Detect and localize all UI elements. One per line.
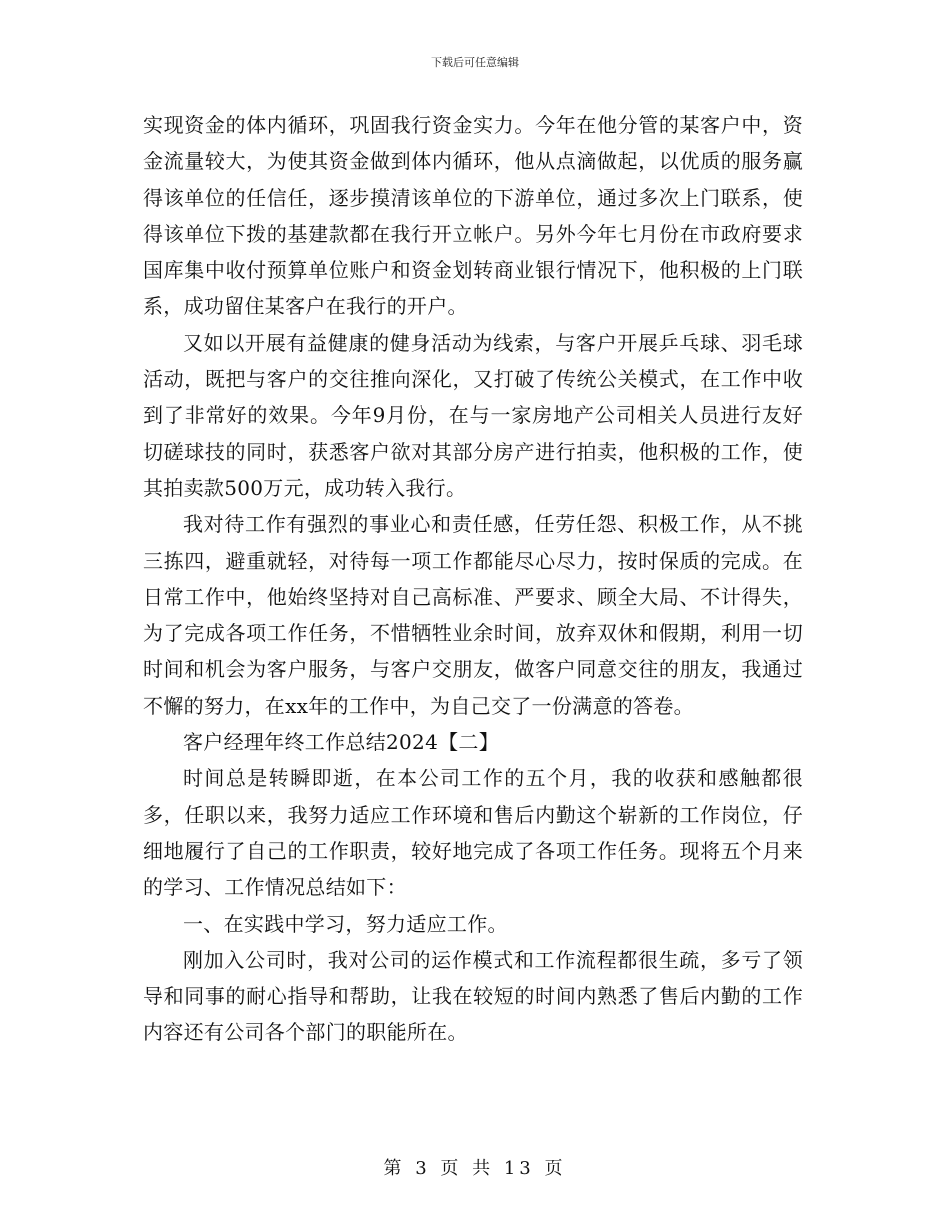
page-number: 第 3 页 共 13 页	[383, 1158, 567, 1179]
subsection-heading: 一、在实践中学习，努力适应工作。	[183, 911, 508, 936]
body-paragraph: 实现资金的体内循环，巩固我行资金实力。今年在他分管的某客户中，资金流量较大，为使其资金做到体内循环，他从点滴做起，以优质的服务赢得该单位的任信任，逐步摸清该单位的下游单位，通过多次上门联系，使得该单位下拨的基建款都在我行开立帐户。另外今年七月份在市政府要求国库集中收付预算单位账户和资金划转商业银行情况下，他积极的上门联系，成功留住某客户在我行的开户。	[143, 113, 803, 319]
body-paragraph: 又如以开展有益健康的健身活动为线索，与客户开展乒乓球、羽毛球活动，既把与客户的交往推向深化，又打破了传统公关模式，在工作中收到了非常好的效果。今年9月份，在与一家房地产公司相关人员进行友好切磋球技的同时，获悉客户欲对其部分房产进行拍卖，他积极的工作，使其拍卖款500万元，成功转入我行。	[143, 330, 803, 500]
section-heading: 客户经理年终工作总结2024【二】	[183, 730, 499, 755]
body-paragraph: 刚加入公司时，我对公司的运作模式和工作流程都很生疏，多亏了领导和同事的耐心指导和帮助，让我在较短的时间内熟悉了售后内勤的工作内容还有公司各个部门的职能所在。	[143, 947, 803, 1045]
page-header-note: 下载后可任意编辑	[431, 56, 519, 69]
body-paragraph: 我对待工作有强烈的事业心和责任感，任劳任怨、积极工作，从不挑三拣四，避重就轻，对待每一项工作都能尽心尽力，按时保质的完成。在日常工作中，他始终坚持对自己高标准、严要求、顾全大局、不计得失，为了完成各项工作任务，不惜牺牲业余时间，放弃双休和假期，利用一切时间和机会为客户服务，与客户交朋友，做客户同意交往的朋友，我通过不懈的努力，在xx年的工作中，为自己交了一份满意的答卷。	[143, 512, 803, 718]
document-body	[143, 107, 803, 1051]
body-paragraph: 时间总是转瞬即逝，在本公司工作的五个月，我的收获和感触都很多，任职以来，我努力适应工作环境和售后内勤这个崭新的工作岗位，仔细地履行了自己的工作职责，较好地完成了各项工作任务。现将五个月来的学习、工作情况总结如下：	[143, 766, 803, 900]
